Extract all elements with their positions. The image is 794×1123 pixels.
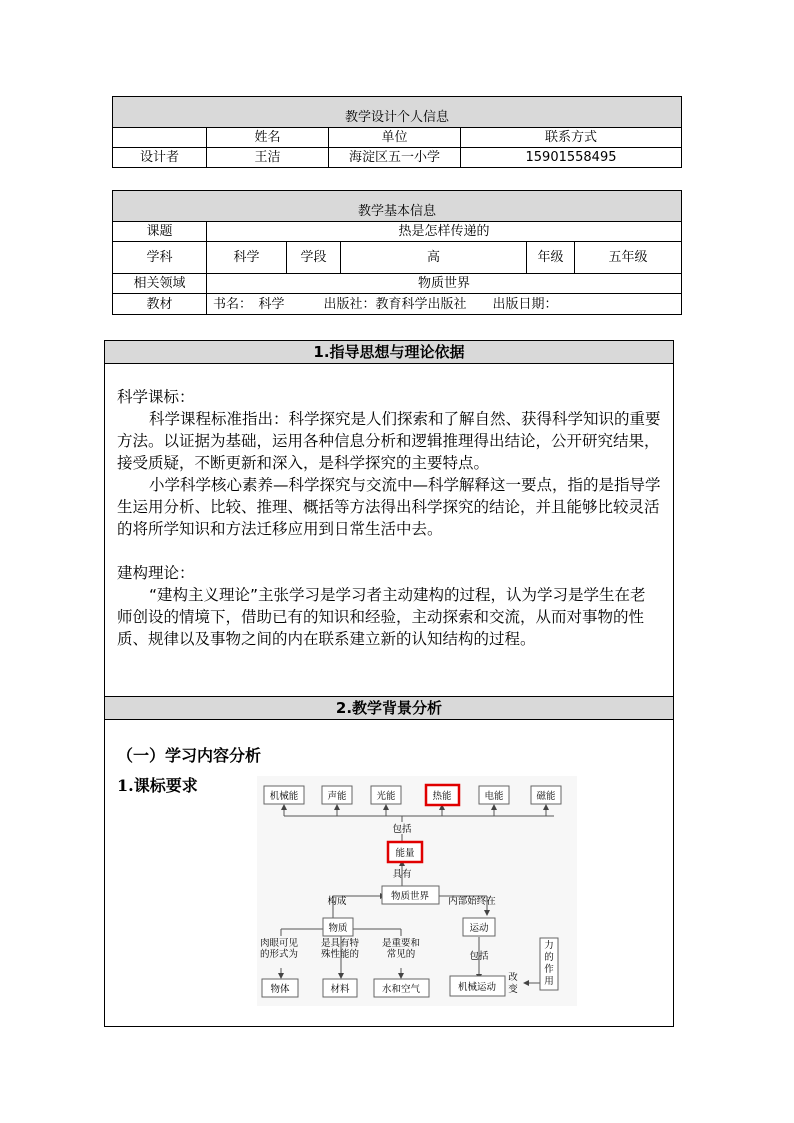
has-label: 具有 bbox=[392, 869, 412, 880]
svg-text:能量: 能量 bbox=[395, 848, 415, 859]
matter-box bbox=[323, 918, 353, 936]
topic-label: 课题 bbox=[113, 222, 207, 242]
svg-text:材料: 材料 bbox=[330, 984, 350, 995]
top-box-3-highlighted bbox=[426, 785, 459, 805]
stage-value: 高 bbox=[341, 242, 527, 274]
change-label: 改变 bbox=[508, 972, 518, 995]
col-unit: 单位 bbox=[329, 128, 461, 148]
bottom-box-mechanical-motion bbox=[450, 976, 505, 996]
svg-text:机械运动: 机械运动 bbox=[457, 982, 497, 993]
basic-info-header: 教学基本信息 bbox=[113, 191, 682, 222]
theory-label: 建构理论： bbox=[117, 564, 195, 582]
blank-cell bbox=[113, 128, 207, 148]
section1-body bbox=[105, 364, 674, 697]
top-box-0 bbox=[264, 786, 304, 804]
col-name: 姓名 bbox=[207, 128, 329, 148]
inner-label: 内部始终在 bbox=[448, 896, 496, 907]
domain-value: 物质世界 bbox=[207, 274, 682, 294]
svg-text:磁能: 磁能 bbox=[536, 791, 556, 802]
top-box-5 bbox=[531, 786, 561, 804]
svg-text:机械能: 机械能 bbox=[269, 791, 299, 802]
force-box: 力的作用 bbox=[540, 938, 558, 990]
include-label-2: 包括 bbox=[469, 951, 489, 962]
teaching-design-table bbox=[104, 340, 674, 1027]
designer-info-header: 教学设计个人信息 bbox=[113, 97, 682, 128]
designer-label: 设计者 bbox=[113, 148, 207, 168]
branch-label-1: 肉眼可见的形式为 bbox=[259, 938, 298, 960]
basic-info-table bbox=[112, 190, 682, 315]
textbook-value: 书名： 科学 出版社：教育科学出版社 出版日期： bbox=[207, 294, 682, 315]
section1-title: 1.指导思想与理论依据 bbox=[105, 341, 674, 364]
motion-box bbox=[463, 918, 495, 936]
theory-paragraph: “建构主义理论”主张学习是学习者主动建构的过程，认为学习是学生在老师创设的情境下，借助已有的知识和经验，主动探索和交流，从而对事物的性质、规律以及事物之间的内在联系建立新的认知结构的过程。 bbox=[117, 586, 646, 648]
svg-text:水和空气: 水和空气 bbox=[381, 984, 421, 995]
grade-value: 五年级 bbox=[575, 242, 682, 274]
bottom-box-object bbox=[262, 979, 298, 997]
top-box-1 bbox=[322, 786, 352, 804]
curriculum-paragraph-1: 科学课程标准指出：科学探究是人们探索和了解自然、获得科学知识的重要方法。以证据为基础，运用各种信息分析和逻辑推理得出结论，公开研究结果，接受质疑，不断更新和深入，是科学探究的主要特点。 bbox=[117, 410, 661, 472]
energy-concept-diagram bbox=[257, 776, 577, 1006]
curriculum-paragraph-2: 小学科学核心素养—科学探究与交流中—科学解释这一要点，指的是指导学生运用分析、比较、推理、概括等方法得出科学探究的结论，并且能够比较灵活的将所学知识和方法迁移应用到日常生活中去。 bbox=[117, 476, 661, 538]
section2-body bbox=[105, 720, 674, 1027]
branch-label-2: 是具有特殊性能的 bbox=[320, 938, 359, 960]
bottom-box-material bbox=[323, 979, 357, 997]
branch-label-3: 是重要和常见的 bbox=[381, 938, 420, 960]
designer-info-table bbox=[112, 96, 682, 168]
include-label-1: 包括 bbox=[392, 824, 412, 835]
stage-label: 学段 bbox=[287, 242, 341, 274]
svg-text:光能: 光能 bbox=[376, 791, 396, 802]
top-box-4 bbox=[479, 786, 509, 804]
learning-content-heading: （一）学习内容分析 bbox=[117, 746, 262, 765]
grade-label: 年级 bbox=[527, 242, 575, 274]
section2-title: 2.教学背景分析 bbox=[105, 697, 674, 720]
subject-value: 科学 bbox=[207, 242, 287, 274]
bottom-box-water-air bbox=[374, 979, 429, 997]
svg-text:声能: 声能 bbox=[327, 791, 347, 802]
compose-label: 构成 bbox=[327, 896, 347, 907]
svg-text:运动: 运动 bbox=[469, 923, 489, 934]
designer-contact: 15901558495 bbox=[461, 148, 682, 168]
topic-value: 热是怎样传递的 bbox=[207, 222, 682, 242]
energy-box-highlighted bbox=[388, 842, 422, 862]
svg-text:热能: 热能 bbox=[432, 791, 452, 802]
col-contact: 联系方式 bbox=[461, 128, 682, 148]
svg-text:物质: 物质 bbox=[328, 923, 348, 934]
svg-text:物体: 物体 bbox=[270, 984, 290, 995]
svg-text:电能: 电能 bbox=[484, 791, 504, 802]
world-box bbox=[382, 886, 439, 904]
designer-name: 王洁 bbox=[207, 148, 329, 168]
designer-unit: 海淀区五一小学 bbox=[329, 148, 461, 168]
curriculum-label: 科学课标： bbox=[117, 388, 195, 406]
top-box-2 bbox=[371, 786, 401, 804]
domain-label: 相关领域 bbox=[113, 274, 207, 294]
subject-label: 学科 bbox=[113, 242, 207, 274]
svg-text:物质世界: 物质世界 bbox=[390, 891, 430, 902]
curriculum-requirement-heading: 1.课标要求 bbox=[117, 776, 198, 795]
textbook-label: 教材 bbox=[113, 294, 207, 315]
